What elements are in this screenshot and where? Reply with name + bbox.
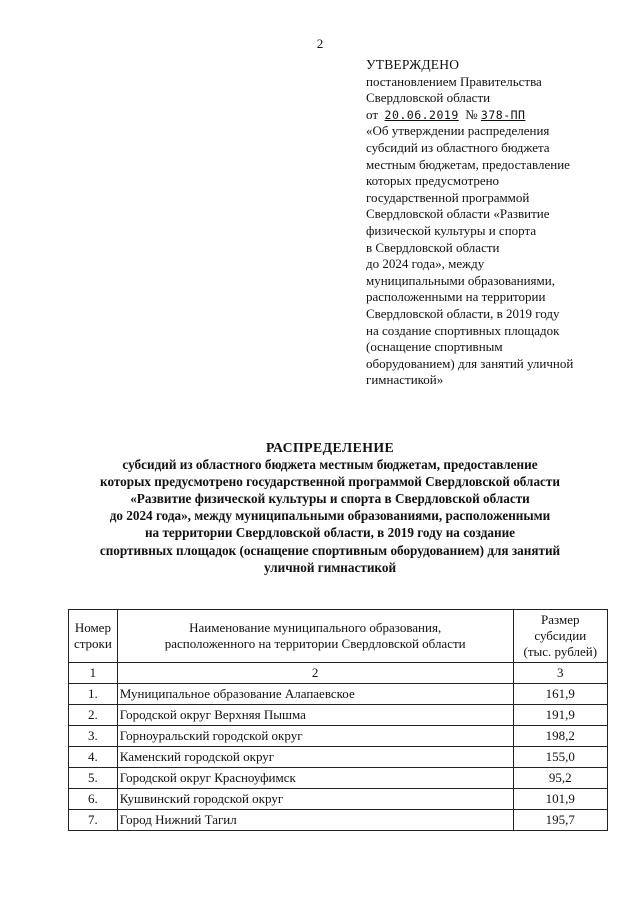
table-row	[69, 810, 608, 831]
row-municipality: Городской округ Верхняя Пышма	[117, 705, 513, 726]
header-amount-line: (тыс. рублей)	[523, 644, 598, 659]
header-number	[69, 610, 118, 663]
row-amount: 191,9	[513, 705, 607, 726]
approval-line-1: постановлением Правительства	[366, 73, 542, 89]
table-row	[69, 747, 608, 768]
row-municipality: Горноуральский городской округ	[117, 726, 513, 747]
header-amount-line: Размер	[541, 612, 580, 627]
approval-description-line: «Об утверждении распределения	[366, 123, 550, 139]
row-municipality: Кушвинский городской округ	[117, 789, 513, 810]
date-prefix: от	[366, 106, 379, 122]
column-number: 2	[117, 663, 513, 684]
approval-description-line: Свердловской области, в 2019 году	[366, 305, 560, 321]
header-number-line: строки	[73, 636, 112, 651]
subsidy-table	[68, 609, 608, 831]
approval-description-line: оборудованием) для занятий уличной	[366, 355, 574, 371]
approval-description-line: которых предусмотрено	[366, 173, 500, 189]
document-heading	[40, 439, 620, 576]
heading-line: на территории Свердловской области, в 2019 году на создание	[144, 525, 516, 541]
row-number: 7.	[69, 810, 118, 831]
heading-line: «Развитие физической культуры и спорта в Свердловской области	[130, 491, 530, 507]
page-number: 2	[316, 36, 324, 51]
approval-title: УТВЕРЖДЕНО	[366, 57, 460, 72]
row-amount: 95,2	[513, 768, 607, 789]
row-amount: 195,7	[513, 810, 607, 831]
approval-description-line: расположенными на территории	[366, 289, 546, 305]
table-row	[69, 684, 608, 705]
approval-date: 20.06.2019	[384, 107, 459, 122]
row-number: 1.	[69, 684, 118, 705]
approval-description-line: муниципальными образованиями,	[366, 272, 555, 288]
approval-number: 378-ПП	[480, 107, 526, 122]
column-numbering-row	[69, 663, 608, 684]
document-title: РАСПРЕДЕЛЕНИЕ	[265, 440, 395, 455]
approval-description-line: гимнастикой»	[366, 372, 444, 388]
approval-description-line: субсидий из областного бюджета	[366, 139, 550, 155]
approval-description-line: Свердловской области «Развитие	[366, 206, 550, 222]
header-amount	[513, 610, 607, 663]
approval-description-line: (оснащение спортивным	[366, 339, 503, 355]
row-municipality: Каменский городской округ	[117, 747, 513, 768]
row-amount: 101,9	[513, 789, 607, 810]
header-name-line: расположенного на территории Свердловской области	[164, 636, 466, 651]
row-number: 2.	[69, 705, 118, 726]
row-number: 4.	[69, 747, 118, 768]
row-number: 6.	[69, 789, 118, 810]
row-municipality: Городской округ Красноуфимск	[117, 768, 513, 789]
table-row	[69, 705, 608, 726]
table-row	[69, 768, 608, 789]
approval-description-line: на создание спортивных площадок	[366, 322, 560, 338]
approval-description-line: местным бюджетам, предоставление	[366, 156, 570, 172]
heading-line: спортивных площадок (оснащение спортивным оборудованием) для занятий	[99, 542, 561, 558]
column-number: 3	[513, 663, 607, 684]
approval-date-line	[366, 107, 626, 124]
heading-line: субсидий из областного бюджета местным бюджетам, предоставление	[122, 457, 538, 473]
heading-line: которых предусмотрено государственной программой Свердловской области	[100, 474, 560, 490]
header-number-line: Номер	[74, 620, 111, 635]
row-municipality: Муниципальное образование Алапаевское	[117, 684, 513, 705]
header-name	[117, 610, 513, 663]
row-number: 5.	[69, 768, 118, 789]
approval-block	[366, 57, 626, 389]
heading-line: уличной гимнастикой	[263, 559, 397, 575]
row-municipality: Город Нижний Тагил	[117, 810, 513, 831]
approval-description-line: физической культуры и спорта	[366, 222, 537, 238]
row-amount: 155,0	[513, 747, 607, 768]
column-number: 1	[69, 663, 118, 684]
approval-description-line: государственной программой	[366, 189, 530, 205]
row-amount: 161,9	[513, 684, 607, 705]
header-name-line: Наименование муниципального образования,	[189, 620, 442, 635]
approval-line-2: Свердловской области	[366, 90, 491, 106]
table-row	[69, 789, 608, 810]
row-amount: 198,2	[513, 726, 607, 747]
approval-description-line: до 2024 года», между	[366, 256, 485, 272]
row-number: 3.	[69, 726, 118, 747]
table-row	[69, 726, 608, 747]
heading-line: до 2024 года», между муниципальными образованиями, расположенными	[109, 508, 551, 524]
number-prefix: №	[465, 106, 478, 122]
header-amount-line: субсидии	[534, 628, 587, 643]
approval-description-line: в Свердловской области	[366, 239, 500, 255]
table-header-row	[69, 610, 608, 663]
